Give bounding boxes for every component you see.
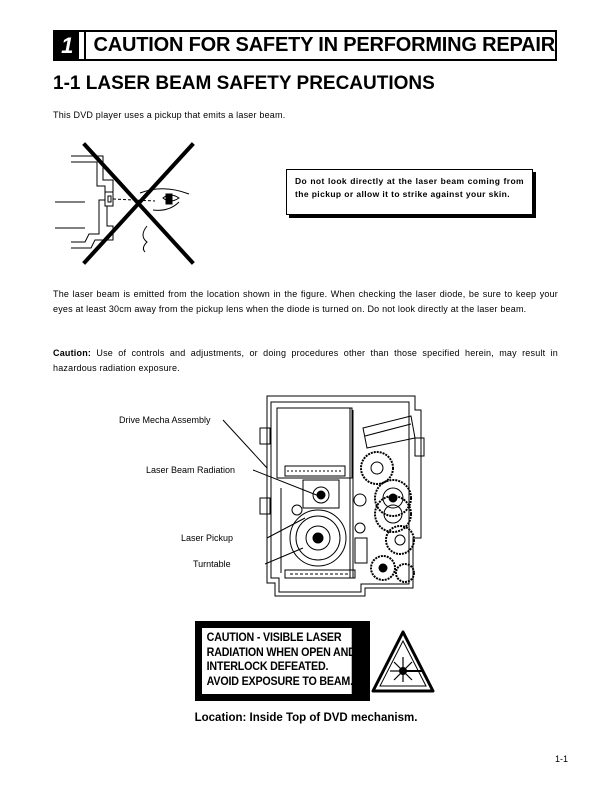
caution-laser-label [195, 621, 370, 701]
laser-hazard-icon [370, 629, 436, 695]
caution-label-line: AVOID EXPOSURE TO BEAM. [206, 675, 353, 688]
do-not-look-illustration [55, 140, 205, 270]
chapter-title: CAUTION FOR SAFETY IN PERFORMING REPAIR [93, 34, 555, 56]
caution-lead: Caution: [53, 348, 92, 358]
laser-warning-box: Do not look directly at the laser beam coming from the pickup or allow it to strike against your skin. [286, 169, 533, 215]
caution-label-text [202, 628, 356, 694]
caution-paragraph [53, 346, 558, 376]
caution-text: Use of controls and adjustments, or doing procedures other than those specified herein, may result in hazardous radiation exposure. [53, 348, 558, 373]
laser-check-paragraph: The laser beam is emitted from the location shown in the figure. When checking the laser diode, be sure to keep your eyes at least 30cm away from the pickup lens when the diode is turned on. Do not look directly at the laser beam. [53, 289, 558, 314]
section-title: 1-1 LASER BEAM SAFETY PRECAUTIONS [53, 73, 435, 94]
intro-text: This DVD player uses a pickup that emits a laser beam. [53, 110, 286, 120]
laser-pickup-label: Laser Pickup [181, 533, 234, 543]
chapter-number: 1 [55, 32, 79, 59]
location-caption: Location: Inside Top of DVD mechanism. [194, 712, 418, 724]
drive-mecha-label: Drive Mecha Assembly [119, 415, 211, 425]
laser-beam-label: Laser Beam Radiation [146, 465, 236, 475]
caution-label-line: CAUTION - VISIBLE LASER [206, 632, 342, 644]
caution-label-line: RADIATION WHEN OPEN AND [206, 646, 356, 659]
chapter-header [53, 30, 557, 61]
dvd-mechanism-drawing [215, 388, 435, 603]
caution-label-line: INTERLOCK DEFEATED. [206, 661, 329, 673]
turntable-label: Turntable [193, 559, 231, 569]
page-number: 1-1 [554, 754, 568, 764]
